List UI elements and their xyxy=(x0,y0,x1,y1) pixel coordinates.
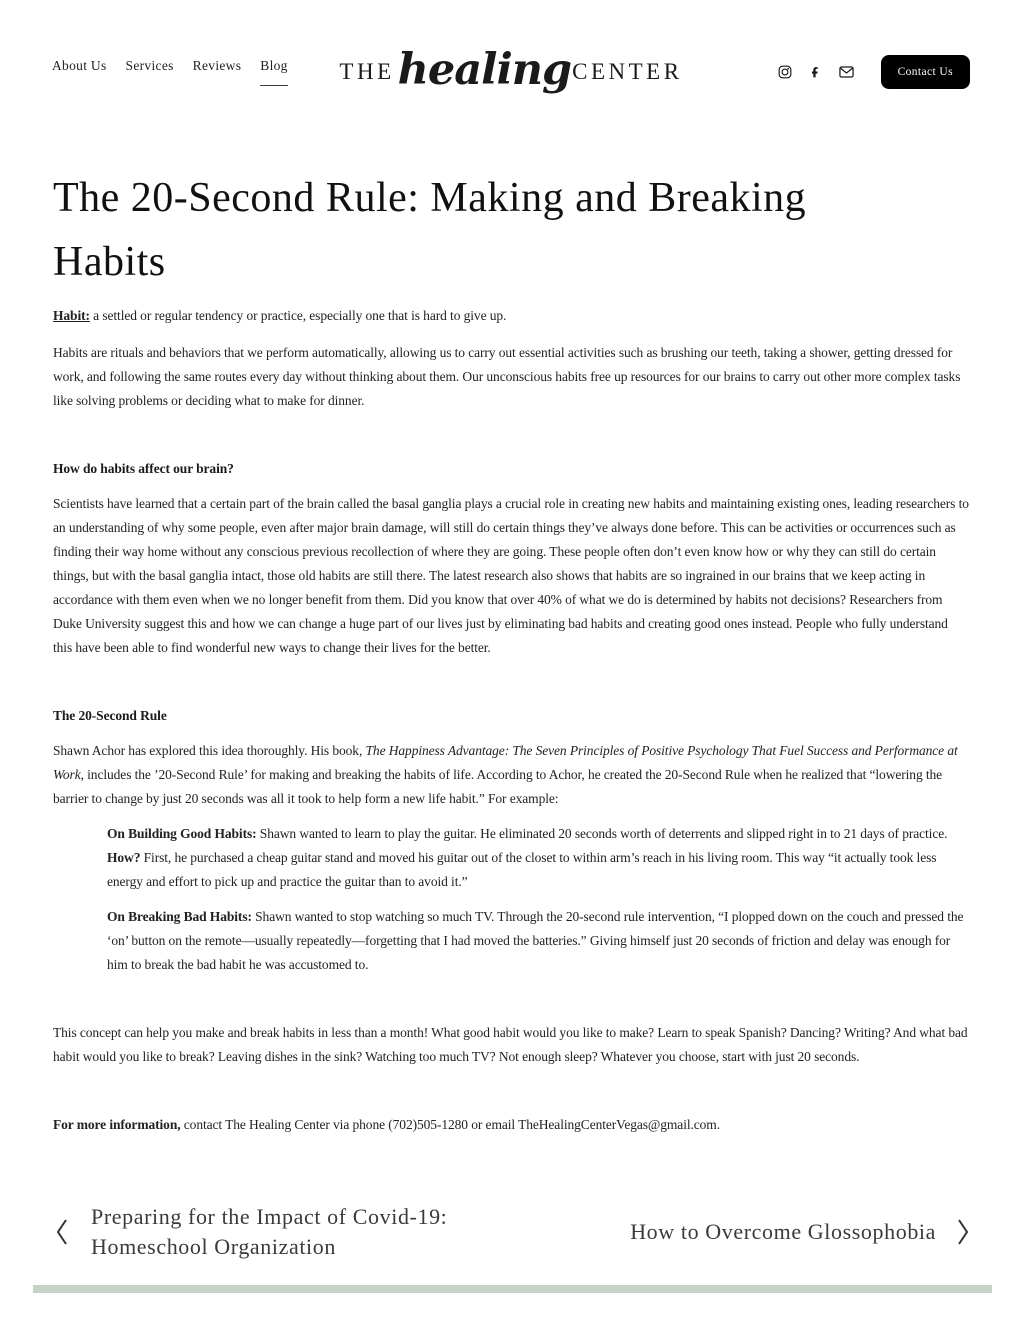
nav-link-reviews[interactable]: Reviews xyxy=(192,58,242,73)
page-title: The 20-Second Rule: Making and Breaking Habits xyxy=(53,175,807,285)
accent-bar xyxy=(33,1285,992,1293)
next-post-link[interactable] xyxy=(630,1217,970,1247)
article xyxy=(0,166,1024,1137)
contact-us-button[interactable]: Contact Us xyxy=(881,55,970,89)
header-actions xyxy=(683,55,970,89)
site-header xyxy=(0,0,1024,110)
instagram-icon[interactable] xyxy=(778,65,792,79)
more-info-line xyxy=(53,1113,970,1137)
main-nav xyxy=(52,58,339,86)
section-heading-rule: The 20-Second Rule xyxy=(53,708,167,723)
examples-block xyxy=(53,822,970,977)
section-heading-brain: How do habits affect our brain? xyxy=(53,461,234,476)
book-title: The Happiness Advantage: The Seven Principles of Positive Psychology That Fuel Success and Performance at Work xyxy=(53,743,958,782)
nav-link-services[interactable]: Services xyxy=(125,58,174,73)
logo-text-healing: healing xyxy=(397,44,572,95)
example-good-habits: On Building Good Habits: Shawn wanted to learn to play the guitar. He eliminated 20 seconds worth of deterrents and slipped right in to 21 days of practice. How? First, he purchased a cheap guitar stand and moved his guitar out of the closet to within arm’s reach in his living room. This way “it actually took less energy and effort to pick up and practice the guitar than to avoid it.” xyxy=(107,826,948,889)
example-bad-habits: On Breaking Bad Habits: Shawn wanted to stop watching so much TV. Through the 20-second rule intervention, “I plopped down on the couch and pressed the ‘on’ button on the remote—usually repeatedly—forgetting that I had moved the batteries.” Giving himself just 20 seconds of friction and delay was enough for him to break the bad habit he was accustomed to. xyxy=(107,909,964,972)
example-good-how-label: How? xyxy=(107,850,141,865)
nav-link-blog[interactable]: Blog xyxy=(260,58,287,86)
next-post-title: How to Overcome Glossophobia xyxy=(630,1219,936,1244)
intro-paragraph: Habits are rituals and behaviors that we perform automatically, allowing us to carry out essential activities such as brushing our teeth, taking a shower, getting dressed for work, and following the same routes every day without thinking about them. Our unconscious habits free up resources for our brains to carry out other more complex tasks like solving problems or deciding what to make for dinner. xyxy=(53,345,961,408)
example-good-label: On Building Good Habits: xyxy=(107,826,257,841)
section-body-rule xyxy=(53,739,970,811)
prev-post-link[interactable] xyxy=(55,1202,561,1262)
logo-text-center: CENTER xyxy=(572,59,683,84)
chevron-left-icon xyxy=(55,1217,69,1247)
post-navigation xyxy=(0,1192,1024,1272)
rule-text-after-book: , includes the ’20-Second Rule’ for making and breaking the habits of life. According to Achor, he created the 20-Second Rule when he realized that “lowering the barrier to change by just 20 seconds was all it took to help form a new life habit.” For example: xyxy=(53,767,943,806)
logo-text-the: THE xyxy=(339,59,395,84)
habit-definition xyxy=(53,304,970,328)
more-info-text: contact The Healing Center via phone (702)505-1280 or email TheHealingCenterVegas@gmail.com. xyxy=(180,1117,720,1132)
nav-link-about-us[interactable]: About Us xyxy=(52,58,107,73)
site-logo[interactable] xyxy=(339,44,683,96)
more-info-label: For more information, xyxy=(53,1117,181,1132)
chevron-right-icon xyxy=(956,1217,970,1247)
facebook-icon[interactable] xyxy=(809,65,822,79)
example-bad-label: On Breaking Bad Habits: xyxy=(107,909,252,924)
conclusion-paragraph: This concept can help you make and break habits in less than a month! What good habit would you like to make? Learn to speak Spanish? Dancing? Writing? And what bad habit would you like to break? Leaving dishes in the sink? Watching too much TV? Not enough sleep? Whatever you choose, start with just 20 seconds. xyxy=(53,1025,968,1064)
email-icon[interactable] xyxy=(839,66,854,78)
section-body-brain: Scientists have learned that a certain part of the brain called the basal ganglia plays a crucial role in creating new habits and maintaining existing ones, leading researchers to an understanding of why some people, even after major brain damage, will still do certain things they’ve always done before. This can be activities or occurrences such as finding their way home without any conscious previous recollection of where they are going. These people often don’t even know how or why they can still do certain things, but with the basal ganglia intact, those old habits are still there. The latest research also shows that habits are so ingrained in our brains that we keep acting in accordance with them even when we no longer benefit from them. Did you know that over 40% of what we do is determined by habits not decisions? Researchers from Duke University suggest this and how we can change a huge part of our lives just by eliminating bad habits and creating good ones instead. People who fully understand this have been able to find wonderful new ways to change their lives for the better. xyxy=(53,496,969,655)
prev-post-title: Preparing for the Impact of Covid-19: Homeschool Organization xyxy=(91,1204,448,1259)
rule-text-before-book: Shawn Achor has explored this idea thoroughly. His book, xyxy=(53,743,366,758)
definition-term: Habit: xyxy=(53,308,90,323)
definition-text: a settled or regular tendency or practice, especially one that is hard to give up. xyxy=(89,308,507,323)
